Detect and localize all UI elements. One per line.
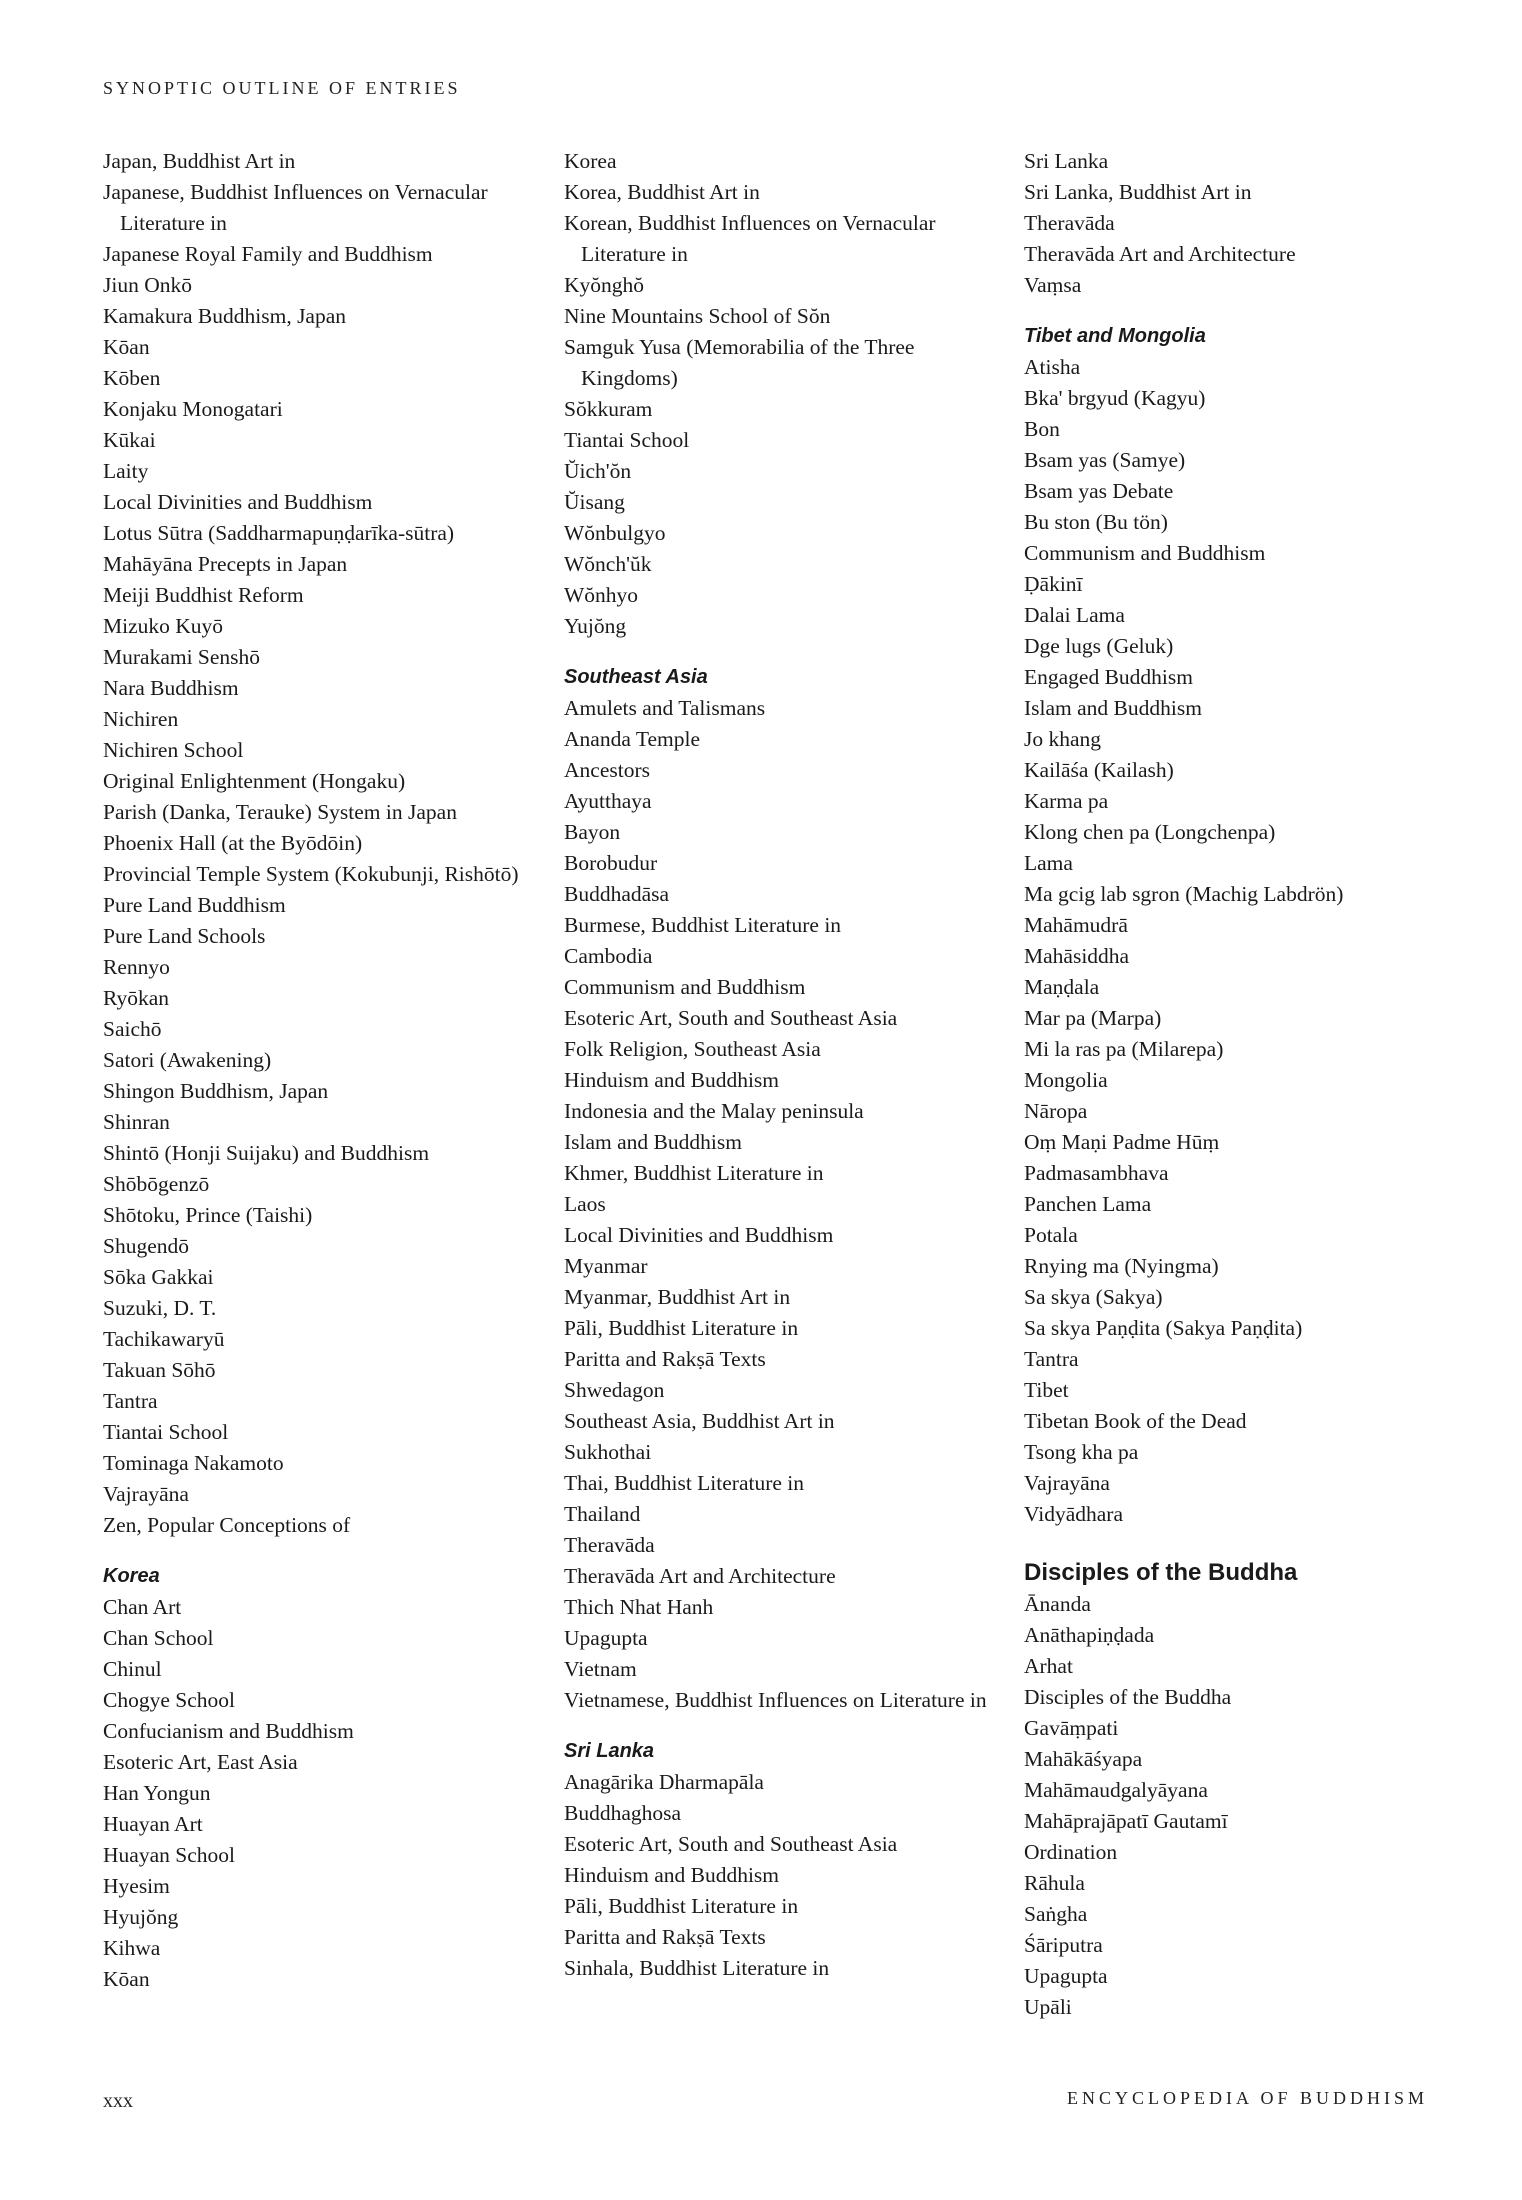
entry: Islam and Buddhism <box>564 1130 742 1154</box>
entry: Engaged Buddhism <box>1024 665 1193 689</box>
entry: Shugendō <box>103 1234 189 1258</box>
entry: Theravāda Art and Architecture <box>564 1564 836 1588</box>
running-head: SYNOPTIC OUTLINE OF ENTRIES <box>103 78 461 98</box>
entry: Ryōkan <box>103 986 170 1010</box>
entry: Mahāprajāpatī Gautamī <box>1024 1809 1228 1833</box>
entry: Mahāmudrā <box>1024 913 1128 937</box>
entry: Upāli <box>1024 1995 1072 2019</box>
entry: Japanese, Buddhist Influences on Vernacular Literature in <box>103 180 488 235</box>
entry: Kihwa <box>103 1936 161 1960</box>
entry: Parish (Danka, Terauke) System in Japan <box>103 800 457 824</box>
entry: Nine Mountains School of Sŏn <box>564 304 831 328</box>
entry: Tibet <box>1024 1378 1069 1402</box>
entry: Pure Land Buddhism <box>103 893 286 917</box>
entry: Shwedagon <box>564 1378 665 1402</box>
entry: Maṇḍala <box>1024 975 1100 999</box>
section-heading: Disciples of the Buddha <box>1024 1559 1298 1586</box>
entry: Nara Buddhism <box>103 676 239 700</box>
entry: Vidyādhara <box>1024 1502 1123 1526</box>
entry: Saichō <box>103 1017 162 1041</box>
footer-title: ENCYCLOPEDIA OF BUDDHISM <box>1066 2088 1428 2108</box>
entry: Rennyo <box>103 955 170 979</box>
entry: Theravāda <box>1024 211 1115 235</box>
entry: Folk Religion, Southeast Asia <box>564 1037 821 1061</box>
entry: Hyesim <box>103 1874 170 1898</box>
entry: Paritta and Rakṣā Texts <box>564 1925 766 1949</box>
entry: Rnying ma (Nyingma) <box>1024 1254 1219 1278</box>
entry: Thich Nhat Hanh <box>564 1595 714 1619</box>
entry: Laos <box>564 1192 606 1216</box>
entry: Sri Lanka <box>1024 149 1109 173</box>
entry: Thai, Buddhist Literature in <box>564 1471 805 1495</box>
entry: Nāropa <box>1024 1099 1088 1123</box>
entry: Ananda Temple <box>564 727 701 751</box>
entry: Ma gcig lab sgron (Machig Labdrön) <box>1024 882 1344 906</box>
entry: Sa skya Paṇḍita (Sakya Paṇḍita) <box>1024 1316 1303 1340</box>
entry: Shintō (Honji Suijaku) and Buddhism <box>103 1141 430 1165</box>
entry: Sa skya (Sakya) <box>1024 1285 1163 1309</box>
entry: Gavāṃpati <box>1024 1716 1119 1740</box>
entry: Sri Lanka, Buddhist Art in <box>1024 180 1252 204</box>
entry: Local Divinities and Buddhism <box>564 1223 834 1247</box>
entry: Khmer, Buddhist Literature in <box>564 1161 824 1185</box>
subsection-heading: Southeast Asia <box>564 666 708 688</box>
entry: Śāriputra <box>1024 1933 1103 1957</box>
entry: Wŏnbulgyo <box>564 521 666 545</box>
entry: Kōan <box>103 1967 150 1991</box>
entry: Shōbōgenzō <box>103 1172 210 1196</box>
entry: Vaṃsa <box>1024 273 1082 297</box>
entry: Pure Land Schools <box>103 924 266 948</box>
entry: Chogye School <box>103 1688 235 1712</box>
entry: Mar pa (Marpa) <box>1024 1006 1162 1030</box>
entry: Hinduism and Buddhism <box>564 1068 780 1092</box>
entry: Upagupta <box>564 1626 648 1650</box>
entry: Tantra <box>103 1389 158 1413</box>
entry: Confucianism and Buddhism <box>103 1719 354 1743</box>
entry: Chan Art <box>103 1595 182 1619</box>
entry: Esoteric Art, East Asia <box>103 1750 298 1774</box>
entry: Tsong kha pa <box>1024 1440 1139 1464</box>
entry: Myanmar, Buddhist Art in <box>564 1285 791 1309</box>
entry: Shingon Buddhism, Japan <box>103 1079 329 1103</box>
entry: Kamakura Buddhism, Japan <box>103 304 347 328</box>
entry: Zen, Popular Conceptions of <box>103 1513 351 1537</box>
entry: Murakami Senshō <box>103 645 261 669</box>
entry: Jiun Onkō <box>103 273 192 297</box>
entry: Burmese, Buddhist Literature in <box>564 913 842 937</box>
entry: Han Yongun <box>103 1781 211 1805</box>
entry: Communism and Buddhism <box>564 975 806 999</box>
entry: Wŏnch'ŭk <box>564 552 652 576</box>
entry: Tominaga Nakamoto <box>103 1451 284 1475</box>
entry: Nichiren <box>103 707 179 731</box>
entry: Buddhadāsa <box>564 882 670 906</box>
entry: Dalai Lama <box>1024 603 1125 627</box>
entry: Konjaku Monogatari <box>103 397 283 421</box>
entry: Esoteric Art, South and Southeast Asia <box>564 1006 898 1030</box>
entry: Japanese Royal Family and Buddhism <box>103 242 433 266</box>
entry: Mahākāśyapa <box>1024 1747 1143 1771</box>
entry: Mi la ras pa (Milarepa) <box>1024 1037 1224 1061</box>
entry: Upagupta <box>1024 1964 1108 1988</box>
entry: Disciples of the Buddha <box>1024 1685 1232 1709</box>
entry: Sōka Gakkai <box>103 1265 214 1289</box>
column-2 <box>564 146 1004 1984</box>
entry: Cambodia <box>564 944 653 968</box>
entry: Hyujŏng <box>103 1905 179 1929</box>
entry: Mizuko Kuyō <box>103 614 224 638</box>
entry: Borobudur <box>564 851 658 875</box>
entry: Wŏnhyo <box>564 583 639 607</box>
entry: Potala <box>1024 1223 1078 1247</box>
entry: Saṅgha <box>1024 1902 1088 1926</box>
entry: Thailand <box>564 1502 641 1526</box>
entry: Tantra <box>1024 1347 1079 1371</box>
entry: Atisha <box>1024 355 1081 379</box>
entry: Klong chen pa (Longchenpa) <box>1024 820 1276 844</box>
subsection-heading: Sri Lanka <box>564 1740 655 1762</box>
entry: Anāthapiṇḍada <box>1024 1623 1155 1647</box>
entry: Arhat <box>1024 1654 1073 1678</box>
entry: Mongolia <box>1024 1068 1108 1092</box>
entry: Chinul <box>103 1657 162 1681</box>
entry: Myanmar <box>564 1254 648 1278</box>
entry: Indonesia and the Malay peninsula <box>564 1099 864 1123</box>
entry: Tibetan Book of the Dead <box>1024 1409 1247 1433</box>
entry: Hinduism and Buddhism <box>564 1863 780 1887</box>
entry: Sinhala, Buddhist Literature in <box>564 1956 830 1980</box>
entry: Tiantai School <box>103 1420 229 1444</box>
entry: Ānanda <box>1024 1592 1091 1616</box>
entry: Vietnam <box>564 1657 637 1681</box>
entry: Meiji Buddhist Reform <box>103 583 304 607</box>
entry: Lotus Sūtra (Saddharmapuṇḍarīka-sūtra) <box>103 521 455 545</box>
entry: Karma pa <box>1024 789 1109 813</box>
entry: Islam and Buddhism <box>1024 696 1202 720</box>
entry: Mahāyāna Precepts in Japan <box>103 552 348 576</box>
entry: Bu ston (Bu tön) <box>1024 510 1168 534</box>
entry: Vietnamese, Buddhist Influences on Literature in <box>564 1688 987 1712</box>
entry: Provincial Temple System (Kokubunji, Rishōtō) <box>103 862 519 886</box>
entry: Tiantai School <box>564 428 690 452</box>
entry: Huayan Art <box>103 1812 203 1836</box>
entry: Southeast Asia, Buddhist Art in <box>564 1409 835 1433</box>
entry: Ordination <box>1024 1840 1118 1864</box>
entry: Sŏkkuram <box>564 397 653 421</box>
entry: Bayon <box>564 820 621 844</box>
entry: Anagārika Dharmapāla <box>564 1770 764 1794</box>
entry: Bsam yas Debate <box>1024 479 1174 503</box>
entry: Ayutthaya <box>564 789 652 813</box>
entry: Theravāda Art and Architecture <box>1024 242 1296 266</box>
subsection-heading: Korea <box>103 1565 160 1587</box>
entry: Jo khang <box>1024 727 1102 751</box>
entry: Original Enlightenment (Hongaku) <box>103 769 406 793</box>
entry: Paritta and Rakṣā Texts <box>564 1347 766 1371</box>
entry: Oṃ Maṇi Padme Hūṃ <box>1024 1130 1220 1154</box>
entry: Dge lugs (Geluk) <box>1024 634 1174 658</box>
entry: Pāli, Buddhist Literature in <box>564 1894 799 1918</box>
entry: Mahāmaudgalyāyana <box>1024 1778 1208 1802</box>
entry: Satori (Awakening) <box>103 1048 272 1072</box>
entry: Pāli, Buddhist Literature in <box>564 1316 799 1340</box>
entry: Japan, Buddhist Art in <box>103 149 296 173</box>
entry: Nichiren School <box>103 738 244 762</box>
entry: Yujŏng <box>564 614 627 638</box>
subsection-heading: Tibet and Mongolia <box>1024 325 1206 347</box>
entry: Ŭisang <box>564 490 625 514</box>
page-number: xxx <box>103 2090 133 2112</box>
entry: Amulets and Talismans <box>564 696 766 720</box>
entry: Ancestors <box>564 758 650 782</box>
entry: Kyŏnghŏ <box>564 273 645 297</box>
entry: Laity <box>103 459 149 483</box>
entry: Rāhula <box>1024 1871 1085 1895</box>
entry: Ḍākinī <box>1024 572 1083 596</box>
entry: Mahāsiddha <box>1024 944 1130 968</box>
entry: Vajrayāna <box>103 1482 189 1506</box>
entry: Kailāśa (Kailash) <box>1024 758 1174 782</box>
entry: Suzuki, D. T. <box>103 1296 217 1320</box>
entry: Buddhaghosa <box>564 1801 682 1825</box>
entry: Kūkai <box>103 428 156 452</box>
entry: Sukhothai <box>564 1440 652 1464</box>
entry: Vajrayāna <box>1024 1471 1110 1495</box>
entry: Takuan Sōhō <box>103 1358 216 1382</box>
entry: Shōtoku, Prince (Taishi) <box>103 1203 313 1227</box>
entry: Shinran <box>103 1110 170 1134</box>
entry: Bsam yas (Samye) <box>1024 448 1186 472</box>
entry: Lama <box>1024 851 1073 875</box>
entry: Theravāda <box>564 1533 655 1557</box>
entry: Huayan School <box>103 1843 235 1867</box>
entry: Korean, Buddhist Influences on Vernacular Literature in <box>564 211 936 266</box>
entry: Kōan <box>103 335 150 359</box>
entry: Korea <box>564 149 617 173</box>
entry: Panchen Lama <box>1024 1192 1152 1216</box>
entry: Phoenix Hall (at the Byōdōin) <box>103 831 363 855</box>
entry: Esoteric Art, South and Southeast Asia <box>564 1832 898 1856</box>
entry: Local Divinities and Buddhism <box>103 490 373 514</box>
entry: Bon <box>1024 417 1060 441</box>
column-3 <box>1024 146 1464 2023</box>
entry: Communism and Buddhism <box>1024 541 1266 565</box>
entry: Padmasambhava <box>1024 1161 1169 1185</box>
entry: Tachikawaryū <box>103 1327 225 1351</box>
column-1 <box>103 146 543 1995</box>
entry: Samguk Yusa (Memorabilia of the Three Kingdoms) <box>564 335 915 390</box>
entry: Kōben <box>103 366 161 390</box>
entry: Bka' brgyud (Kagyu) <box>1024 386 1206 410</box>
entry: Korea, Buddhist Art in <box>564 180 760 204</box>
entry: Chan School <box>103 1626 214 1650</box>
entry: Ŭich'ŏn <box>564 459 632 483</box>
